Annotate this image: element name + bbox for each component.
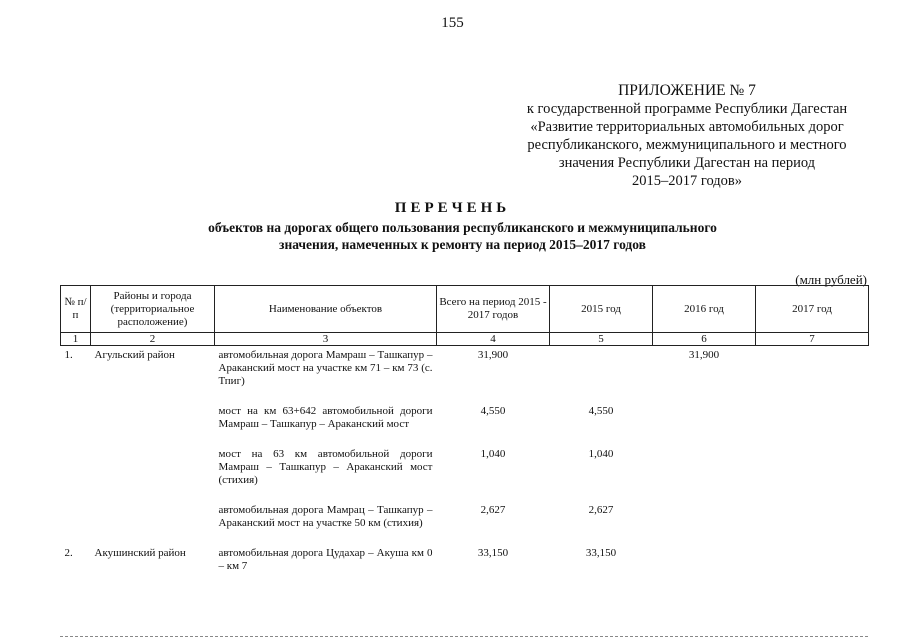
row-total: 1,040 xyxy=(480,448,506,460)
row-2016 xyxy=(653,533,756,576)
header-total: Всего на период 2015 - 2017 годов xyxy=(437,286,550,333)
table-row xyxy=(61,490,869,533)
table-row xyxy=(61,533,869,576)
row-2015: 4,550 xyxy=(588,405,614,417)
appendix-line: к государственной программе Республики Дагестан xyxy=(526,101,848,117)
appendix-line: 2015–2017 годов» xyxy=(631,173,743,189)
document-subtitle-line1: объектов на дорогах общего пользования республиканского и межмуниципального xyxy=(208,220,717,235)
row-district xyxy=(91,434,215,490)
appendix-line: значения Республики Дагестан на период xyxy=(558,155,816,171)
row-object-name: автомобильная дорога Мамрац – Ташкапур – Араканский мост на участке 50 км (стихия) xyxy=(218,504,433,529)
row-2016: 31,900 xyxy=(688,349,720,361)
document-heading xyxy=(0,200,905,253)
row-num xyxy=(61,391,91,434)
appendix-title: ПРИЛОЖЕНИЕ № 7 xyxy=(618,82,756,99)
unit-label: (млн рублей) xyxy=(795,272,867,287)
page-number: 155 xyxy=(441,15,464,31)
row-2016 xyxy=(653,391,756,434)
header-2016: 2016 год xyxy=(653,286,756,333)
row-district xyxy=(91,391,215,434)
table-row xyxy=(61,434,869,490)
column-number: 7 xyxy=(756,333,869,346)
row-2017 xyxy=(756,533,869,576)
row-2015 xyxy=(550,346,653,392)
row-district: Акушинский район xyxy=(94,547,186,559)
column-number: 1 xyxy=(61,333,91,346)
row-total: 31,900 xyxy=(477,349,509,361)
column-number: 6 xyxy=(653,333,756,346)
header-object-name: Наименование объектов xyxy=(215,286,437,333)
column-number: 5 xyxy=(550,333,653,346)
row-2017 xyxy=(756,391,869,434)
header-district: Районы и города (территориальное расположение) xyxy=(91,286,215,333)
row-object-name: мост на км 63+642 автомобильной дороги Мамраш – Ташкапур – Араканский мост xyxy=(218,405,433,430)
document-title: ПЕРЕЧЕНЬ xyxy=(394,200,511,216)
row-district: Агульский район xyxy=(94,349,175,361)
row-object-name: мост на 63 км автомобильной дороги Мамраш – Ташкапур – Араканский мост (стихия) xyxy=(218,448,433,486)
row-2017 xyxy=(756,346,869,392)
row-2017 xyxy=(756,434,869,490)
row-2015: 1,040 xyxy=(588,448,614,460)
row-object-name: автомобильная дорога Цудахар – Акуша км 0 – км 7 xyxy=(218,547,433,572)
appendix-line: республиканского, межмуниципального и местного xyxy=(527,137,847,153)
table-row xyxy=(61,391,869,434)
table-header-row xyxy=(61,286,869,333)
row-2015: 2,627 xyxy=(588,504,614,516)
page-bottom-divider xyxy=(60,636,868,637)
row-2016 xyxy=(653,490,756,533)
table-row xyxy=(61,346,869,392)
header-2017: 2017 год xyxy=(756,286,869,333)
row-total: 33,150 xyxy=(477,547,509,559)
appendix-line: «Развитие территориальных автомобильных дорог xyxy=(530,119,844,135)
row-2015: 33,150 xyxy=(585,547,617,559)
row-object-name: автомобильная дорога Мамраш – Ташкапур – Араканский мост на участке км 71 – км 73 (с. Тпиг) xyxy=(218,349,433,387)
row-district xyxy=(91,490,215,533)
row-2016 xyxy=(653,434,756,490)
header-num: № п/п xyxy=(61,286,91,333)
column-number: 4 xyxy=(437,333,550,346)
column-number: 2 xyxy=(91,333,215,346)
document-subtitle-line2: значения, намеченных к ремонту на период 2015–2017 годов xyxy=(279,237,646,252)
row-num: 2. xyxy=(64,547,73,559)
header-2015: 2015 год xyxy=(550,286,653,333)
row-total: 4,550 xyxy=(480,405,506,417)
row-total: 2,627 xyxy=(480,504,506,516)
row-num: 1. xyxy=(64,349,73,361)
column-number: 3 xyxy=(215,333,437,346)
column-number-row xyxy=(61,333,869,346)
row-2017 xyxy=(756,490,869,533)
row-num xyxy=(61,434,91,490)
row-num xyxy=(61,490,91,533)
objects-table xyxy=(60,285,869,576)
appendix-block xyxy=(507,82,867,190)
